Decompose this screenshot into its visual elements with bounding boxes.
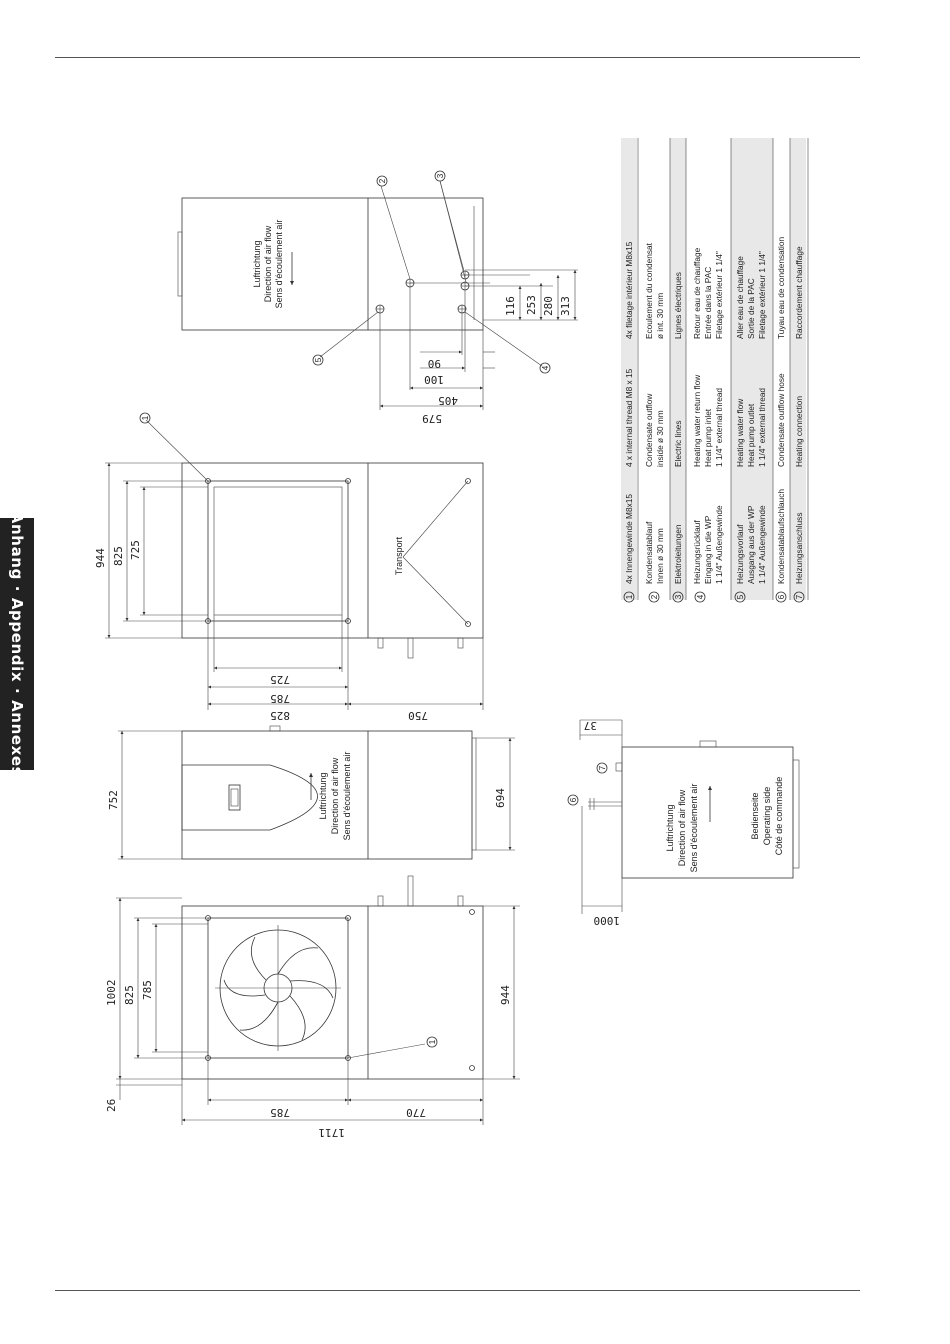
dim-770: 770 — [406, 1106, 426, 1119]
svg-text:Heating water flow: Heating water flow — [735, 398, 745, 467]
svg-text:4x filetage intérieur M8x15: 4x filetage intérieur M8x15 — [624, 241, 634, 339]
dim-825-b: 825 — [270, 709, 290, 722]
airflow-fr-3: Sens d'écoulement air — [689, 783, 699, 873]
dim-90: 90 — [427, 357, 441, 370]
svg-text:Sortie de la PAC: Sortie de la PAC — [746, 278, 756, 339]
airflow-de-3: Luftrichtung — [665, 804, 675, 852]
svg-text:6: 6 — [777, 594, 786, 600]
svg-text:3: 3 — [674, 594, 683, 600]
svg-text:Aller eau de chauffage: Aller eau de chauffage — [735, 256, 745, 339]
dim-825-c: 825 — [123, 985, 136, 1005]
marker-6 — [568, 795, 578, 805]
marker-7 — [597, 763, 607, 773]
dim-785-c: 785 — [141, 980, 154, 1000]
front-view — [107, 726, 515, 859]
airflow-en-3: Direction of air flow — [677, 789, 687, 867]
airflow-en-2: Direction of air flow — [330, 757, 340, 835]
dim-100: 100 — [424, 373, 444, 386]
marker-1a — [140, 413, 150, 423]
legend-row-2 — [644, 242, 665, 602]
svg-text:Tuyau eau de condensation: Tuyau eau de condensation — [776, 236, 786, 339]
svg-text:Heat pump inlet: Heat pump inlet — [703, 408, 713, 467]
dim-26: 26 — [105, 1098, 118, 1112]
svg-text:Condensate outflow hose: Condensate outflow hose — [776, 373, 786, 467]
svg-text:Ausgang aus der WP: Ausgang aus der WP — [746, 505, 756, 584]
svg-text:Lignes électriques: Lignes électriques — [673, 272, 683, 339]
dim-725-b: 725 — [270, 673, 290, 686]
svg-text:4: 4 — [541, 365, 550, 371]
svg-text:4: 4 — [696, 594, 705, 600]
marker-5 — [313, 355, 323, 365]
legend-row-3 — [673, 272, 683, 602]
dim-1002: 1002 — [105, 979, 118, 1006]
svg-text:1: 1 — [625, 594, 634, 600]
dim-405: 405 — [438, 394, 458, 407]
dim-1711: 1711 — [318, 1126, 345, 1139]
marker-1b — [427, 1037, 437, 1047]
svg-text:7: 7 — [598, 765, 607, 771]
dim-825-a: 825 — [112, 546, 125, 566]
svg-text:Raccordement chauffage: Raccordement chauffage — [794, 246, 804, 339]
side-de: Bedienseite — [750, 792, 760, 840]
svg-text:Ecoulement du condensat: Ecoulement du condensat — [644, 243, 654, 339]
airflow-fr-1: Sens d'écoulement air — [274, 219, 284, 309]
svg-text:Heating water return flow: Heating water return flow — [692, 374, 702, 467]
svg-text:Kondensatablauf: Kondensatablauf — [644, 521, 654, 584]
svg-text:Filetage extérieur 1 1/4": Filetage extérieur 1 1/4" — [714, 251, 724, 339]
rear-view — [94, 420, 483, 722]
dim-280: 280 — [542, 296, 555, 316]
marker-4 — [540, 363, 550, 373]
fan-view — [105, 876, 520, 1139]
svg-text:1 1/4" external thread: 1 1/4" external thread — [757, 387, 767, 467]
dim-752: 752 — [107, 790, 120, 810]
svg-text:Heizungsanschluss: Heizungsanschluss — [794, 512, 804, 584]
marker-3 — [435, 171, 445, 181]
transport-label: Transport — [394, 536, 404, 576]
legend-row-6 — [776, 237, 786, 602]
svg-text:1: 1 — [428, 1039, 437, 1045]
svg-text:1: 1 — [141, 415, 150, 421]
dim-785-d: 785 — [270, 1106, 290, 1119]
svg-text:Electric lines: Electric lines — [673, 420, 683, 467]
dim-116: 116 — [504, 296, 517, 316]
side-fr: Côté de commande — [774, 776, 784, 856]
svg-text:Kondensatablaufschlauch: Kondensatablaufschlauch — [776, 488, 786, 584]
top-view — [178, 181, 578, 425]
dim-785-b: 785 — [270, 692, 290, 705]
svg-text:1 1/4" Außengewinde: 1 1/4" Außengewinde — [757, 505, 767, 584]
appendix-tab-label: Anhang · Appendix · Annexes — [8, 511, 26, 777]
legend-row-1 — [624, 241, 634, 602]
legend-row-4 — [692, 247, 724, 602]
svg-text:Filetage extérieur 1 1/4": Filetage extérieur 1 1/4" — [757, 251, 767, 339]
svg-text:Heizungsvorlauf: Heizungsvorlauf — [735, 524, 745, 584]
svg-text:ø int. 30 mm: ø int. 30 mm — [655, 292, 665, 339]
airflow-fr-2: Sens d'écoulement air — [342, 751, 352, 841]
svg-text:Heat pump outlet: Heat pump outlet — [746, 403, 756, 467]
svg-text:Innen ø 30 mm: Innen ø 30 mm — [655, 528, 665, 584]
svg-text:4 x internal thread M8 x 15: 4 x internal thread M8 x 15 — [624, 368, 634, 467]
svg-text:4x Innengewinde M8x15: 4x Innengewinde M8x15 — [624, 494, 634, 584]
svg-text:5: 5 — [736, 594, 745, 600]
svg-text:6: 6 — [569, 797, 578, 803]
svg-text:1 1/4" Außengewinde: 1 1/4" Außengewinde — [714, 505, 724, 584]
svg-text:2: 2 — [650, 594, 659, 600]
svg-text:2: 2 — [378, 178, 387, 184]
legend-row-5 — [735, 251, 767, 602]
svg-text:Elektroleitungen: Elektroleitungen — [673, 524, 683, 584]
svg-text:Retour eau de chauffage: Retour eau de chauffage — [692, 247, 702, 339]
dim-725-a: 725 — [129, 540, 142, 560]
svg-text:7: 7 — [795, 594, 804, 600]
dim-694: 694 — [494, 788, 507, 808]
side-view — [580, 719, 799, 927]
dim-944-c: 944 — [499, 985, 512, 1005]
svg-text:Condensate outflow: Condensate outflow — [644, 393, 654, 467]
dim-944-a: 944 — [94, 548, 107, 568]
airflow-en-1: Direction of air flow — [263, 225, 273, 303]
legend-row-7 — [794, 246, 804, 602]
svg-text:Entrée dans la PAC: Entrée dans la PAC — [703, 266, 713, 339]
svg-text:3: 3 — [436, 173, 445, 179]
marker-2 — [377, 176, 387, 186]
svg-text:1 1/4" external thread: 1 1/4" external thread — [714, 387, 724, 467]
svg-text:inside ø 30 mm: inside ø 30 mm — [655, 410, 665, 467]
svg-text:Eingang in die WP: Eingang in die WP — [703, 515, 713, 584]
airflow-de-1: Luftrichtung — [252, 240, 262, 288]
dim-750: 750 — [408, 709, 428, 722]
side-en: Operating side — [762, 786, 772, 846]
svg-text:Heating connection: Heating connection — [794, 395, 804, 467]
svg-text:Heizungsrücklauf: Heizungsrücklauf — [692, 520, 702, 584]
svg-text:5: 5 — [314, 357, 323, 363]
dim-1000: 1000 — [593, 914, 620, 927]
legend-table — [616, 138, 808, 602]
dim-579: 579 — [422, 412, 442, 425]
airflow-de-2: Luftrichtung — [318, 772, 328, 820]
dim-313: 313 — [559, 296, 572, 316]
dim-37: 37 — [583, 719, 597, 732]
dim-253: 253 — [525, 295, 538, 315]
